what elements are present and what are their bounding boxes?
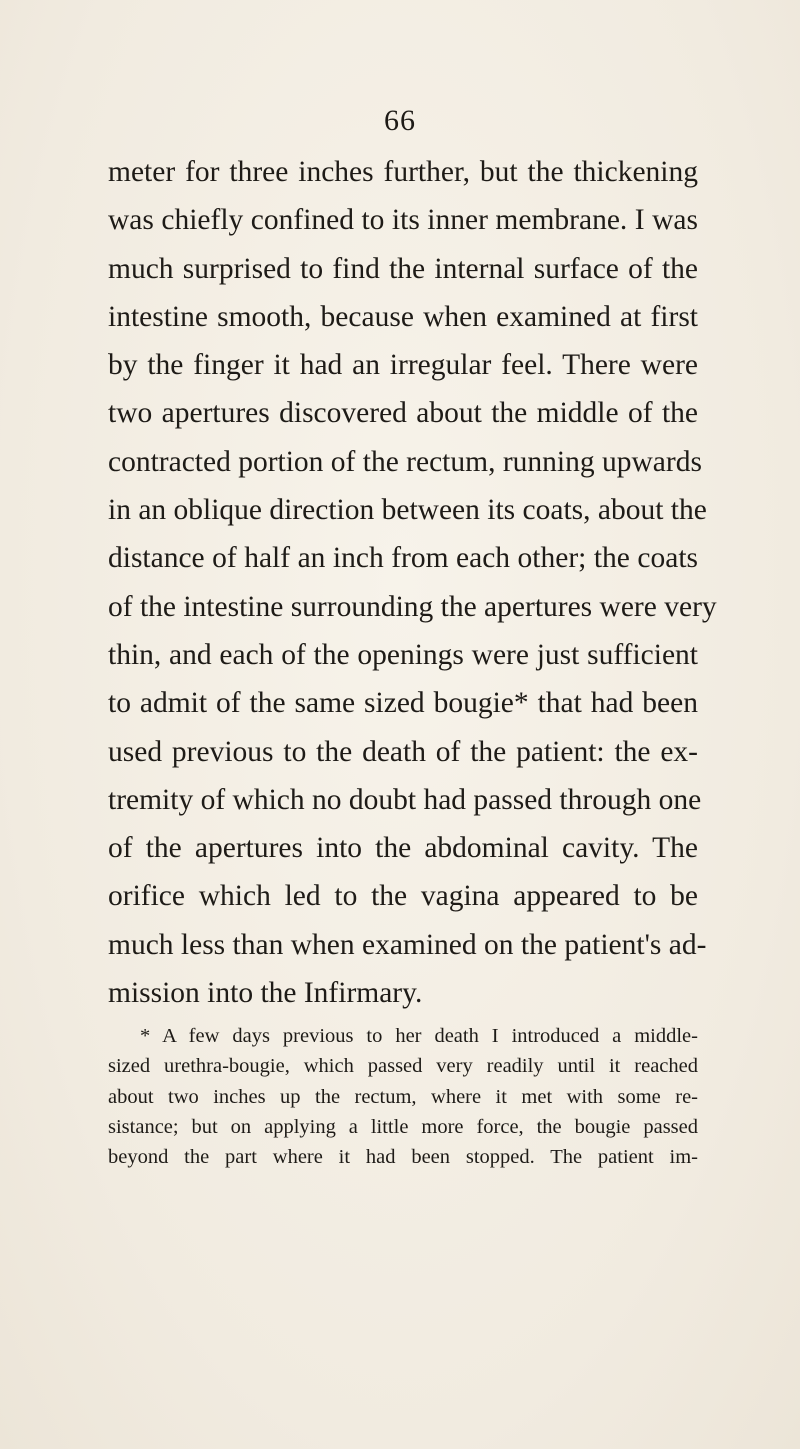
body-line: was chiefly confined to its inner membrane. I was — [108, 204, 698, 237]
body-line: in an oblique direction between its coats, about the — [108, 494, 707, 527]
body-line: by the finger it had an irregular feel. There were — [108, 349, 698, 382]
footnote-line: sized urethra-bougie, which passed very readily until it reached — [108, 1055, 698, 1078]
footnote-line: * A few days previous to her death I introduced a middle- — [140, 1025, 698, 1047]
footnote-line: sistance; but on applying a little more force, the bougie passed — [108, 1115, 698, 1138]
body-line: of the apertures into the abdominal cavity. The — [108, 832, 698, 865]
body-line: two apertures discovered about the middle of the — [108, 397, 698, 430]
body-line: mission into the Infirmary. — [108, 977, 423, 1010]
body-line: to admit of the same sized bougie* that had been — [108, 687, 698, 720]
body-line: tremity of which no doubt had passed through one — [108, 783, 702, 816]
body-text — [108, 148, 717, 1017]
body-line: orifice which led to the vagina appeared to be — [108, 880, 698, 913]
page-number: 66 — [384, 104, 416, 137]
body-line: contracted portion of the rectum, running upwards — [108, 445, 702, 478]
body-line: meter for three inches further, but the thickening — [108, 156, 698, 188]
footnote — [108, 1021, 698, 1172]
footnote-line: about two inches up the rectum, where it met with some re- — [108, 1085, 698, 1108]
body-line: of the intestine surrounding the apertures were very — [108, 590, 717, 623]
body-line: much surprised to find the internal surface of the — [108, 252, 698, 285]
footnote-line: beyond the part where it had been stopped. The patient im- — [108, 1146, 698, 1169]
body-line: used previous to the death of the patient: the ex- — [108, 735, 698, 768]
body-line: much less than when examined on the patient's ad- — [108, 928, 707, 961]
body-line: thin, and each of the openings were just sufficient — [108, 638, 698, 671]
body-line: distance of half an inch from each other; the coats — [108, 542, 698, 575]
body-line: intestine smooth, because when examined at first — [108, 300, 698, 333]
